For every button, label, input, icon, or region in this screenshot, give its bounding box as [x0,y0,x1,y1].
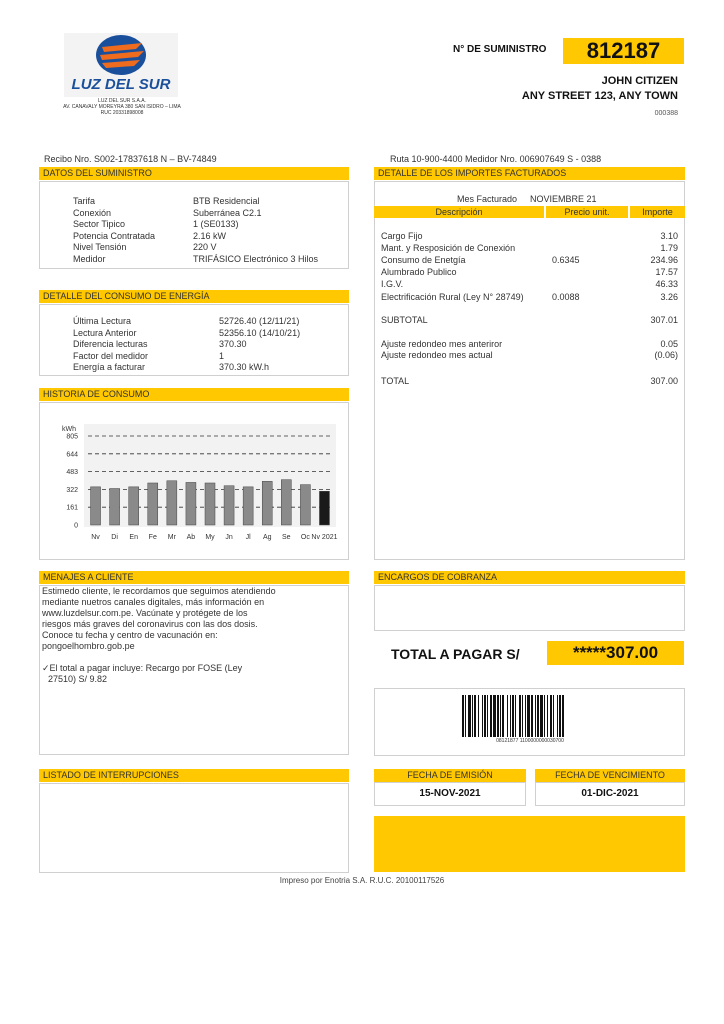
cobranza-header: ENCARGOS DE COBRANZA [374,571,685,584]
chart-y-tick: 805 [66,433,78,441]
importe-amount: 3.10 [660,231,678,241]
chart-bar [91,487,101,525]
mes-facturado-value: NOVIEMBRE 21 [530,194,597,204]
chart-bar [224,486,234,525]
barcode-bar [531,695,533,737]
barcode-bar [490,695,492,737]
suministro-value: 2.16 kW [193,230,227,241]
total-pagar-label: TOTAL A PAGAR S/ [391,646,520,662]
company-ruc: RUC 20331898008 [100,110,144,116]
col-precio-unit: Precio unit. [546,206,628,218]
chart-bar [205,483,215,525]
mensajes-header: MENAJES A CLIENTE [39,571,349,584]
suministro-value: BTB Residencial [193,196,260,206]
customer-code: 000388 [654,110,678,117]
chart-x-tick: Se [282,534,291,541]
ajuste-actual-label: Ajuste redondeo mes actual [381,350,493,360]
chart-y-tick: 0 [74,522,78,530]
importe-desc: Consumo de Enetgía [381,255,466,265]
cobranza-panel [374,585,685,631]
supply-number-value: 812187 [563,38,684,64]
barcode-bar [487,695,488,737]
mensaje-line: pongoelhombro.gob.pe [42,641,135,651]
barcode-bar [472,695,473,737]
consumo-value: 370.30 kW.h [219,362,270,372]
company-logo [64,33,178,97]
chart-x-tick: My [205,534,215,541]
datos-suministro-header: DATOS DEL SUMINISTRO [39,167,349,180]
barcode-bar [502,695,504,737]
suministro-value: 1 (SE0133) [193,219,239,229]
consumo-label: Última Lectura [73,316,132,326]
consumption-chart [58,420,338,545]
chart-x-tick: Jl [245,534,251,541]
chart-x-tick: Di [111,534,118,541]
importe-unit: 0.6345 [552,255,580,265]
interrupciones-panel [39,783,349,873]
barcode-bar [527,695,530,737]
chart-x-tick: Ag [262,534,272,541]
importe-amount: 3.26 [660,292,678,302]
suministro-label: Medidor [73,253,106,264]
consumo-label: Energía a facturar [73,362,146,372]
company-info [42,98,202,116]
company-address: AV. CANAVALY MOREYRA 380 SAN ISIDRO – LIMA [63,104,181,110]
fecha-emision-value: 15-NOV-2021 [419,788,481,799]
chart-bar [167,481,177,525]
chart-x-tick: En [129,534,138,541]
mensaje-line: mediante nuetros canales digitales, más información en [42,597,265,607]
chart-x-tick: Oc [300,534,310,541]
barcode-bar [482,695,483,737]
barcode-bar [550,695,552,737]
consumo-value: 1 [219,350,225,361]
historia-header: HISTORIA DE CONSUMO [39,388,349,401]
barcode-bar [537,695,539,737]
chart-x-tick: Ab [186,534,196,541]
suministro-label: Conexión [73,207,112,218]
barcode-bar [522,695,523,737]
barcode-bar [510,695,511,737]
logo-text: LUZ DEL SUR [71,76,171,93]
mes-facturado-label: Mes Facturado [457,194,518,204]
suministro-value: Suberránea C2.1 [193,207,262,218]
importes-header: DETALLE DE LOS IMPORTES FACTURADOS [374,167,685,180]
suministro-value: 220 V [193,242,217,252]
chart-x-tick: Mr [167,534,176,541]
importe-amount: 17.57 [655,267,678,277]
barcode-icon [462,695,598,737]
suministro-label: Potencia Contratada [73,230,156,241]
barcode-bar [507,695,508,737]
barcode-bar [515,695,516,737]
barcode-bar [519,695,521,737]
chart-y-tick: 483 [66,469,78,477]
fose-note-line: 27510) S/ 9.82 [48,674,108,684]
barcode-bar [562,695,564,737]
chart-bar [300,485,310,525]
col-importe: Importe [630,206,685,218]
barcode-bar [544,695,545,737]
barcode-bar [525,695,526,737]
suministro-label: Tarifa [73,196,96,206]
chart-x-tick: Jn [225,534,233,541]
subtotal-label: SUBTOTAL [381,315,428,325]
chart-bar [110,489,120,525]
consumo-value: 370.30 [219,339,247,349]
barcode-bar [478,695,479,737]
chart-bar [186,482,196,525]
chart-bar [281,480,291,525]
barcode-bar [500,695,501,737]
ajuste-actual-value: (0.06) [654,350,678,360]
footer-printer: Impreso por Enotria S.A. R.U.C. 20100117526 [279,876,445,885]
chart-bar [243,487,253,525]
chart-bar [148,483,158,525]
mensaje-line: Estimedo cliente, le recordamos que seguimos atendiendo [42,586,276,596]
chart-x-tick: Nv 2021 [311,534,338,541]
barcode-bar [468,695,471,737]
col-descripcion: Descripción [374,206,544,218]
barcode-bar [547,695,548,737]
barcode-bar [553,695,554,737]
importe-desc: I.G.V. [381,279,404,289]
importe-unit: 0.0088 [552,292,580,302]
chart-bar [129,487,139,525]
barcode-bar [493,695,496,737]
importe-desc: Alumbrado Publico [381,267,457,277]
chart-y-tick: 161 [66,504,78,512]
fecha-vencimiento-value: 01-DIC-2021 [581,788,639,799]
receipt-number: Recibo Nro. S002-17837618 N – BV-74849 [44,154,217,164]
barcode-bar [540,695,543,737]
barcode-bar [465,695,466,737]
company-name: LUZ DEL SUR S.A.A. [98,98,146,104]
total-value: 307.00 [650,376,678,386]
suministro-value: TRIFÁSICO Electrónico 3 Hilos [193,253,319,264]
suministro-label: Nivel Tensión [73,242,127,252]
chart-x-tick: Fe [148,534,157,541]
importe-amount: 1.79 [660,243,678,253]
barcode-bar [474,695,476,737]
mensaje-line: Conoce tu fecha y centro de vacunación en: [42,630,218,640]
importe-desc: Mant. y Resposición de Conexión [381,243,516,253]
chart-ylabel: kWh [62,426,76,433]
chart-x-tick: Nv [91,534,100,541]
mensaje-line: www.luzdelsur.com.pe. Vacúnate y protégete de los [42,608,248,618]
chart-y-tick: 322 [66,486,78,494]
route-meter: Ruta 10-900-4400 Medidor Nro. 006907649 S - 0388 [390,154,602,164]
customer-address: ANY STREET 123, ANY TOWN [521,90,678,102]
consumo-label: Diferencia lecturas [73,339,148,349]
barcode-bar [557,695,558,737]
fose-note-line: ✓El total a pagar incluye: Recargo por FOSE (Ley [42,663,243,673]
supply-number-label: N° DE SUMINISTRO [453,44,547,55]
mensajes-text [42,586,342,685]
interrupciones-header: LISTADO DE INTERRUPCIONES [39,769,349,782]
yellow-banner [374,816,685,872]
barcode-bar [497,695,499,737]
importe-desc: Electrificación Rural (Ley N° 28749) [381,292,524,302]
ajuste-anterior-label: Ajuste redondeo mes anteriror [381,339,503,349]
fecha-vencimiento-label: FECHA DE VENCIMIENTO [535,769,685,782]
barcode-bar [535,695,536,737]
mensaje-line: riesgos más graves del coronavirus con las dos dosis. [42,619,258,629]
chart-y-tick: 644 [66,451,78,459]
importe-amount: 234.96 [650,255,678,265]
subtotal-value: 307.01 [650,315,678,325]
consumo-value: 52726.40 (12/11/21) [219,316,300,326]
barcode-bar [512,695,514,737]
total-label: TOTAL [381,376,410,386]
barcode-text: 08121877 1100000000030700 [496,738,564,744]
consumo-header: DETALLE DEL CONSUMO DE ENERGÍA [39,290,349,303]
consumo-label: Lectura Anterior [73,327,137,338]
importe-amount: 46.33 [655,279,678,289]
chart-bar [319,491,329,525]
total-pagar-value: *****307.00 [547,641,684,665]
importe-desc: Cargo Fijo [381,231,423,241]
consumo-label: Factor del medidor [73,350,149,361]
barcode-bar [462,695,464,737]
fecha-emision-label: FECHA DE EMISIÓN [374,769,526,782]
barcode-bar [559,695,561,737]
consumo-value: 52356.10 (14/10/21) [219,327,301,338]
ajuste-anterior-value: 0.05 [660,339,678,349]
customer-name: JOHN CITIZEN [601,75,678,87]
chart-bar [262,481,272,525]
barcode-bar [484,695,486,737]
suministro-label: Sector Tipico [73,219,126,229]
